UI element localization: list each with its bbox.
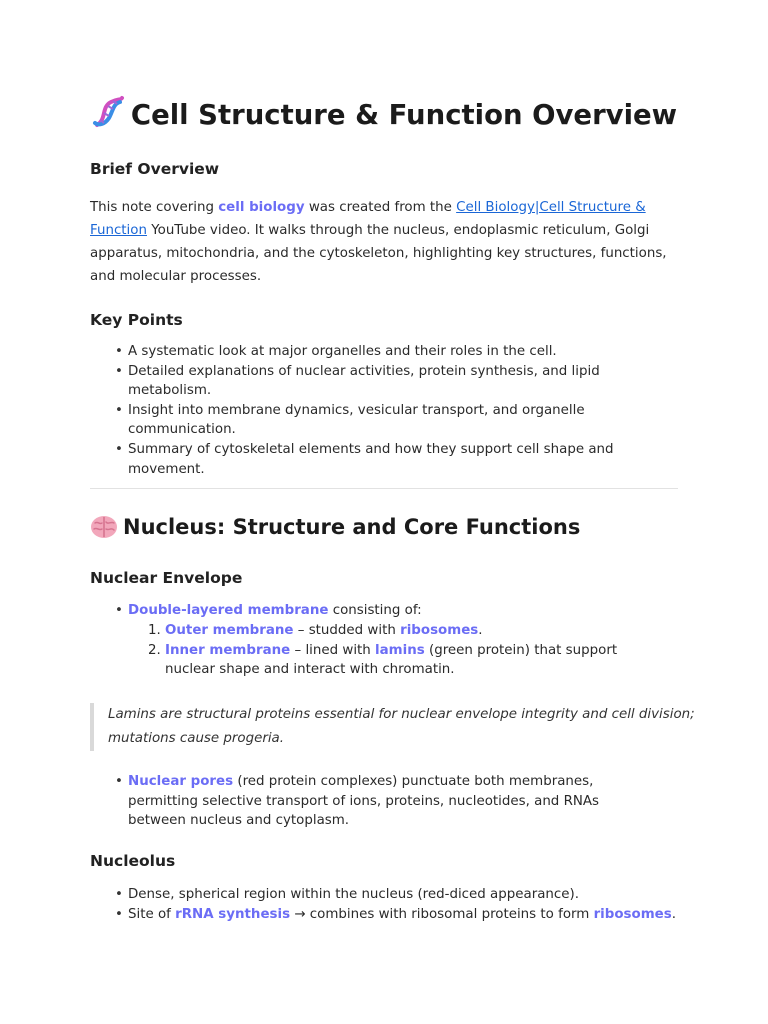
nuclear-pores-list: [90, 772, 640, 831]
dna-icon: [91, 94, 125, 130]
nuclear-envelope-heading: Nuclear Envelope: [90, 569, 243, 587]
list-item: • A systematic look at major organelles and their roles in the cell.: [90, 342, 630, 362]
highlight-term: rRNA synthesis: [175, 906, 291, 922]
highlight-term: Double-layered membrane: [128, 603, 329, 618]
list-item: [90, 905, 690, 925]
list-item: • Insight into membrane dynamics, vesicular transport, and organelle communication.: [90, 401, 630, 440]
brief-text: was created from the: [304, 200, 457, 215]
title-text: Cell Structure & Function Overview: [130, 99, 678, 131]
highlight-term: lamins: [375, 642, 425, 658]
highlight-cell-biology: cell biology: [218, 200, 305, 215]
item-text: .: [671, 906, 676, 922]
item-text: consisting of:: [328, 603, 422, 618]
key-points-list: [90, 342, 630, 479]
highlight-term: Outer membrane: [165, 623, 294, 638]
brief-overview-paragraph: [90, 196, 678, 288]
highlight-term: Nuclear pores: [128, 774, 234, 789]
video-link[interactable]: Cell Biology|Cell Structure & Function: [90, 200, 646, 238]
item-number: 2.: [148, 642, 161, 658]
list-item: [90, 601, 630, 621]
item-text: Site of: [128, 906, 176, 922]
list-item: • Summary of cytoskeletal elements and how they support cell shape and movement.: [90, 440, 630, 479]
item-text: (green protein) that support nuclear shape and interact with chromatin.: [165, 642, 618, 678]
ordered-item: [90, 621, 630, 641]
list-item: • Dense, spherical region within the nucleus (red-diced appearance).: [90, 885, 690, 905]
item-text: – lined with: [290, 642, 376, 658]
nuclear-envelope-list: [90, 601, 630, 621]
item-number: 1.: [148, 623, 161, 638]
list-item: • Detailed explanations of nuclear activities, protein synthesis, and lipid metabolism.: [90, 362, 630, 401]
list-item: [90, 772, 640, 831]
page-title: [0, 94, 768, 131]
nucleolus-heading: Nucleolus: [90, 852, 176, 870]
brief-text: YouTube video. It walks through the nucleus, endoplasmic reticulum, Golgi apparatus, mitochondria, and the cytoskeleton, highlighting key structures, functions, and molecular processes.: [90, 223, 667, 284]
highlight-term: ribosomes: [593, 906, 672, 922]
membrane-ordered-list: [90, 621, 630, 680]
brief-overview-heading: Brief Overview: [90, 160, 220, 178]
ordered-item: [90, 641, 630, 680]
lamins-blockquote: Lamins are structural proteins essential for nuclear envelope integrity and cell division; mutations cause progeria.: [90, 703, 708, 751]
nucleus-heading: [90, 514, 580, 540]
item-text: (red protein complexes) punctuate both membranes, permitting selective transport of ions, proteins, nucleotides, and RNAs between nucleus and cytoplasm.: [128, 774, 600, 829]
section-divider: [90, 488, 678, 489]
key-points-heading: Key Points: [90, 311, 183, 329]
nucleus-heading-text: Nucleus: Structure and Core Functions: [123, 515, 581, 539]
brain-icon: [90, 514, 118, 540]
highlight-term: Inner membrane: [165, 642, 291, 658]
nucleolus-list: [90, 885, 690, 924]
item-text: – studded with: [293, 623, 401, 638]
highlight-term: ribosomes: [400, 623, 479, 638]
brief-text: This note covering: [90, 200, 219, 215]
item-text: .: [478, 623, 483, 638]
item-text: → combines with ribosomal proteins to form: [290, 906, 594, 922]
